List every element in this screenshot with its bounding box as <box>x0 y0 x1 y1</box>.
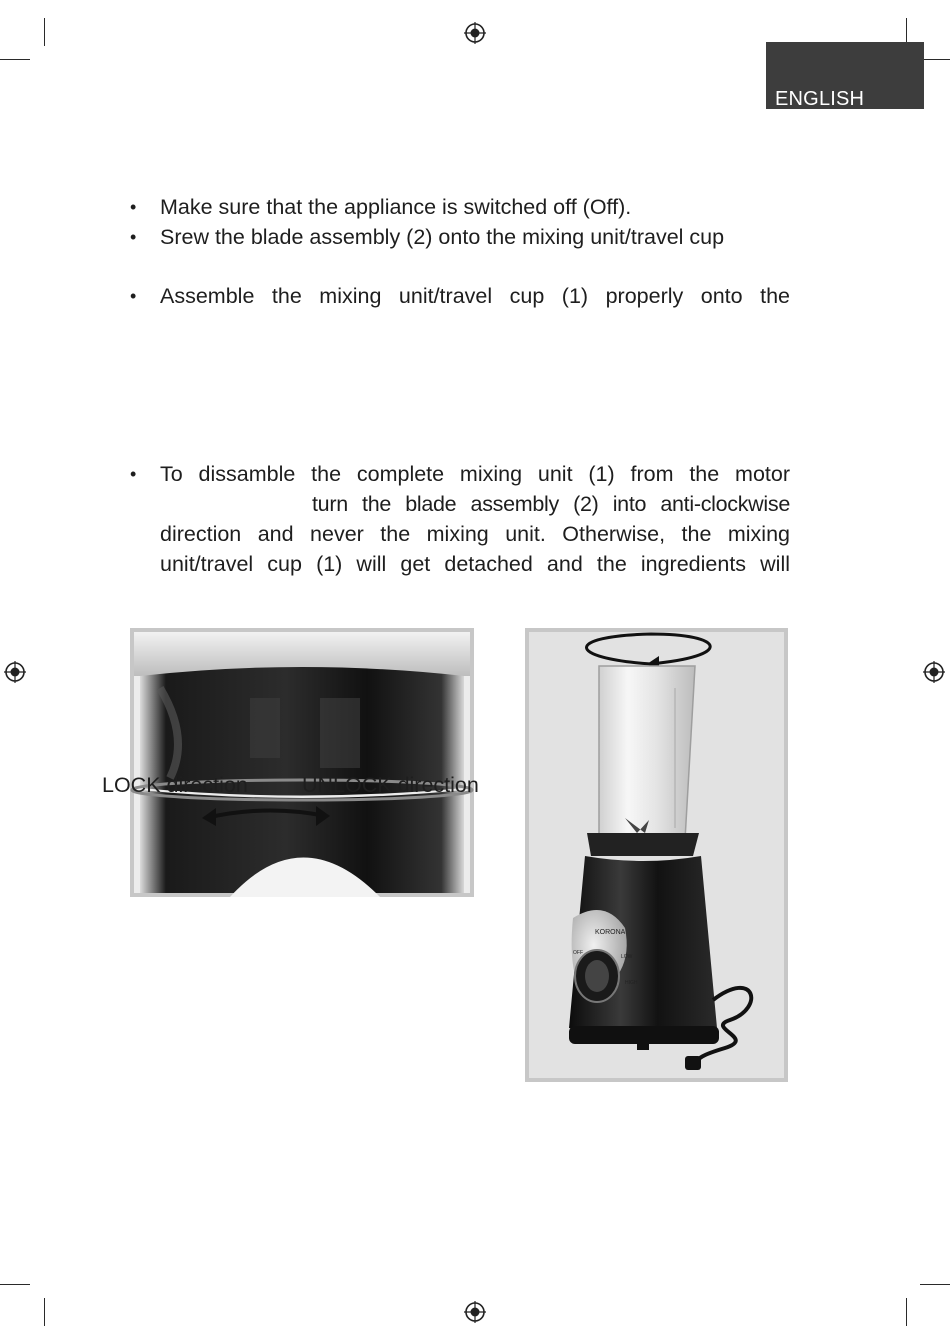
registration-mark-icon <box>4 661 26 683</box>
language-tab-label: ENGLISH <box>775 88 865 110</box>
instruction-item <box>130 192 790 222</box>
dial-label-off: OFF <box>573 950 583 956</box>
lock-direction-photo <box>130 628 474 897</box>
unlock-direction-label: UNLOCK direction <box>302 773 479 797</box>
bullet-icon: • <box>130 286 137 306</box>
crop-mark <box>920 59 950 60</box>
registration-mark-icon <box>464 1301 486 1323</box>
crop-mark <box>44 1298 45 1326</box>
crop-mark <box>0 1284 30 1285</box>
bullet-icon: • <box>130 197 137 217</box>
instruction-line: To dissamble the complete mixing unit (1) from the motor <box>160 462 790 486</box>
crop-mark <box>920 1284 950 1285</box>
instruction-line: unit/travel cup (1) will get detached and the ingredients will <box>160 552 790 576</box>
instruction-item <box>130 459 790 579</box>
bullet-icon: • <box>130 464 137 484</box>
instruction-item <box>130 281 790 311</box>
lock-photo-illustration <box>130 628 474 897</box>
crop-mark <box>906 1298 907 1326</box>
instruction-item <box>130 222 790 252</box>
bullet-icon: • <box>130 227 137 247</box>
dial-label-low: LOW <box>621 954 633 960</box>
instruction-text: Make sure that the appliance is switched off (Off). <box>160 195 632 219</box>
registration-mark-icon <box>923 661 945 683</box>
dial-label-high: HIGH <box>625 980 638 986</box>
instruction-line: direction and never the mixing unit. Otherwise, the mixing <box>160 522 790 546</box>
lock-direction-label: LOCK direction <box>102 773 248 797</box>
blender-illustration <box>525 628 788 1082</box>
blender-photo <box>525 628 788 1082</box>
crop-mark <box>44 18 45 46</box>
crop-mark <box>0 59 30 60</box>
instruction-text: Assemble the mixing unit/travel cup (1) properly onto the <box>160 284 790 308</box>
instruction-text: Srew the blade assembly (2) onto the mixing unit/travel cup <box>160 225 725 249</box>
language-tab <box>766 42 924 109</box>
instruction-text-block <box>160 459 790 579</box>
instruction-line: turn the blade assembly (2) into anti-clockwise <box>312 492 790 516</box>
brand-label: KORONA <box>595 929 626 936</box>
registration-mark-icon <box>464 22 486 44</box>
